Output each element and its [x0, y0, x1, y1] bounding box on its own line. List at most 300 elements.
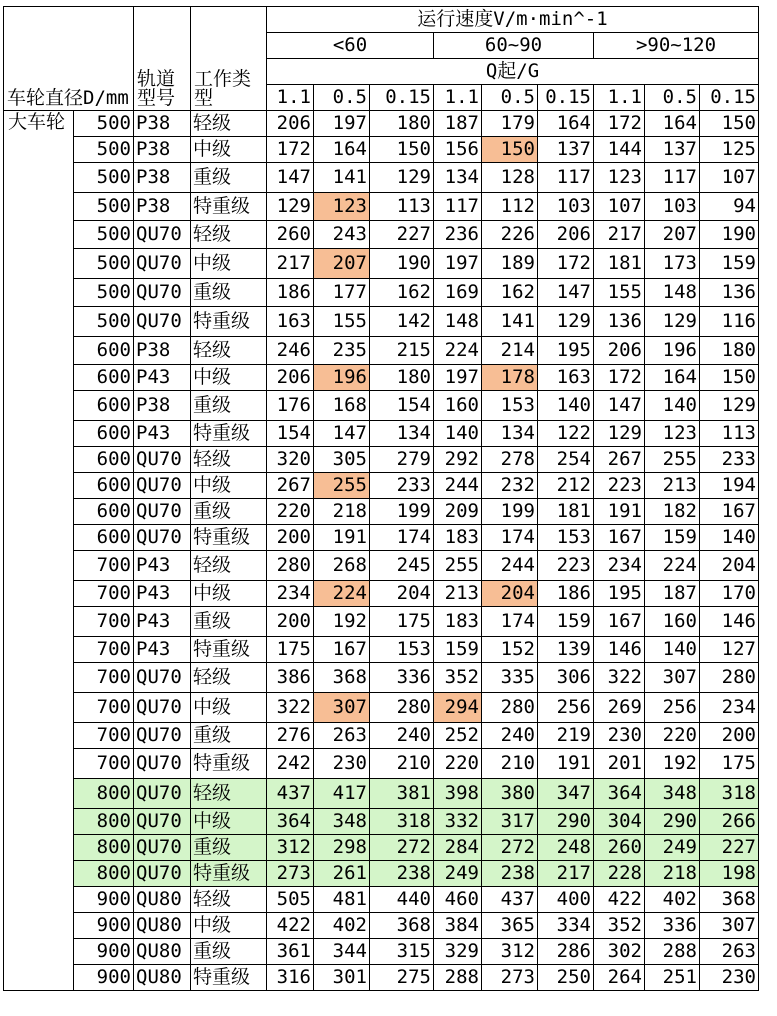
value-cell: 176: [267, 391, 314, 421]
value-cell: 107: [700, 163, 759, 193]
value-cell: 240: [370, 723, 434, 749]
value-cell: 148: [645, 279, 700, 307]
value-cell: 160: [645, 607, 700, 637]
value-cell: 398: [434, 779, 482, 809]
rail-cell: QU70: [134, 499, 191, 525]
value-cell: 142: [370, 307, 434, 337]
value-cell: 175: [700, 749, 759, 779]
value-cell: 164: [645, 111, 700, 137]
value-cell: 280: [700, 663, 759, 693]
value-cell: 164: [538, 111, 594, 137]
table-row: [4, 663, 759, 693]
value-cell: 298: [314, 835, 370, 861]
diameter-cell: 600: [74, 337, 134, 365]
rail-cell: P38: [134, 193, 191, 221]
value-cell: 197: [314, 111, 370, 137]
value-cell: 181: [594, 249, 645, 279]
value-cell: 276: [267, 723, 314, 749]
rail-cell: QU70: [134, 723, 191, 749]
rail-cell: QU70: [134, 809, 191, 835]
rail-cell: QU70: [134, 525, 191, 551]
value-cell: 123: [594, 163, 645, 193]
value-cell: 255: [434, 551, 482, 581]
value-cell: 256: [538, 693, 594, 723]
value-cell: 437: [267, 779, 314, 809]
value-cell: 140: [700, 525, 759, 551]
value-cell: 269: [594, 693, 645, 723]
highlighted-value-cell: 178: [482, 365, 538, 391]
value-cell: 197: [434, 365, 482, 391]
value-cell: 183: [434, 607, 482, 637]
table-row: [4, 279, 759, 307]
table-row: [4, 307, 759, 337]
work-type-cell: 特重级: [191, 307, 267, 337]
value-cell: 127: [700, 637, 759, 663]
table-body: [4, 111, 759, 991]
value-cell: 173: [645, 249, 700, 279]
work-type-cell: 轻级: [191, 337, 267, 365]
highlighted-value-cell: 307: [314, 693, 370, 723]
table-row: [4, 163, 759, 193]
value-cell: 280: [267, 551, 314, 581]
value-cell: 146: [594, 637, 645, 663]
value-cell: 381: [370, 779, 434, 809]
value-cell: 335: [482, 663, 538, 693]
value-cell: 230: [700, 965, 759, 991]
rail-cell: P43: [134, 421, 191, 447]
ratio-header-cell: 0.5: [314, 85, 370, 111]
value-cell: 129: [370, 163, 434, 193]
work-type-cell: 中级: [191, 809, 267, 835]
table-row: [4, 337, 759, 365]
highlighted-value-cell: 150: [482, 137, 538, 163]
value-cell: 147: [267, 163, 314, 193]
table-row: [4, 965, 759, 991]
work-type-cell: 重级: [191, 279, 267, 307]
value-cell: 137: [538, 137, 594, 163]
diameter-cell: 700: [74, 663, 134, 693]
rail-cell: QU80: [134, 965, 191, 991]
value-cell: 170: [700, 581, 759, 607]
value-cell: 117: [538, 163, 594, 193]
rail-cell: P38: [134, 111, 191, 137]
value-cell: 278: [482, 447, 538, 473]
work-type-cell: 重级: [191, 939, 267, 965]
value-cell: 148: [434, 307, 482, 337]
value-cell: 352: [434, 663, 482, 693]
diameter-cell: 800: [74, 835, 134, 861]
value-cell: 304: [594, 809, 645, 835]
ratio-header-cell: 0.15: [538, 85, 594, 111]
table-row: [4, 111, 759, 137]
value-cell: 164: [645, 365, 700, 391]
value-cell: 153: [482, 391, 538, 421]
table-row: [4, 249, 759, 279]
value-cell: 134: [482, 421, 538, 447]
value-cell: 422: [594, 887, 645, 913]
rail-cell: P38: [134, 337, 191, 365]
diameter-cell: 600: [74, 473, 134, 499]
work-type-cell: 特重级: [191, 193, 267, 221]
value-cell: 260: [594, 835, 645, 861]
diameter-cell: 600: [74, 447, 134, 473]
value-cell: 400: [538, 887, 594, 913]
work-type-cell: 轻级: [191, 779, 267, 809]
rail-cell: QU70: [134, 779, 191, 809]
value-cell: 180: [700, 337, 759, 365]
diameter-cell: 900: [74, 887, 134, 913]
diameter-cell: 700: [74, 581, 134, 607]
speed-range-header: >90~120: [594, 33, 759, 59]
value-cell: 107: [594, 193, 645, 221]
value-cell: 348: [645, 779, 700, 809]
diameter-cell: 700: [74, 723, 134, 749]
value-cell: 140: [645, 391, 700, 421]
work-type-cell: 特重级: [191, 421, 267, 447]
work-type-cell: 轻级: [191, 111, 267, 137]
value-cell: 147: [538, 279, 594, 307]
value-cell: 249: [434, 861, 482, 887]
value-cell: 160: [434, 391, 482, 421]
diameter-cell: 800: [74, 809, 134, 835]
value-cell: 266: [700, 809, 759, 835]
rail-cell: QU70: [134, 693, 191, 723]
diameter-cell: 600: [74, 391, 134, 421]
work-type-cell: 重级: [191, 499, 267, 525]
value-cell: 154: [370, 391, 434, 421]
diameter-cell: 700: [74, 693, 134, 723]
work-type-cell: 轻级: [191, 663, 267, 693]
diameter-cell: 700: [74, 551, 134, 581]
work-type-cell: 中级: [191, 913, 267, 939]
value-cell: 290: [538, 809, 594, 835]
table-row: [4, 835, 759, 861]
highlighted-value-cell: 204: [482, 581, 538, 607]
value-cell: 155: [594, 279, 645, 307]
value-cell: 336: [370, 663, 434, 693]
diameter-cell: 500: [74, 193, 134, 221]
value-cell: 139: [538, 637, 594, 663]
rail-cell: P43: [134, 607, 191, 637]
value-cell: 219: [538, 723, 594, 749]
value-cell: 365: [482, 913, 538, 939]
diameter-cell: 700: [74, 637, 134, 663]
highlighted-value-cell: 196: [314, 365, 370, 391]
speed-range-header: <60: [267, 33, 434, 59]
value-cell: 116: [700, 307, 759, 337]
value-cell: 172: [594, 111, 645, 137]
value-cell: 207: [645, 221, 700, 249]
diameter-cell: 500: [74, 163, 134, 193]
highlighted-value-cell: 224: [314, 581, 370, 607]
value-cell: 196: [645, 337, 700, 365]
value-cell: 172: [538, 249, 594, 279]
highlighted-value-cell: 255: [314, 473, 370, 499]
value-cell: 417: [314, 779, 370, 809]
value-cell: 255: [645, 447, 700, 473]
value-cell: 153: [538, 525, 594, 551]
work-type-cell: 轻级: [191, 887, 267, 913]
diameter-header: 车轮直径D/mm: [4, 7, 134, 111]
value-cell: 368: [700, 887, 759, 913]
rail-cell: P43: [134, 365, 191, 391]
value-cell: 167: [594, 525, 645, 551]
value-cell: 152: [482, 637, 538, 663]
value-cell: 141: [482, 307, 538, 337]
diameter-cell: 800: [74, 779, 134, 809]
work-type-cell: 特重级: [191, 749, 267, 779]
diameter-cell: 600: [74, 365, 134, 391]
value-cell: 402: [645, 887, 700, 913]
value-cell: 200: [267, 607, 314, 637]
diameter-cell: 500: [74, 249, 134, 279]
value-cell: 218: [314, 499, 370, 525]
value-cell: 140: [538, 391, 594, 421]
value-cell: 402: [314, 913, 370, 939]
value-cell: 263: [700, 939, 759, 965]
value-cell: 162: [482, 279, 538, 307]
value-cell: 312: [267, 835, 314, 861]
value-cell: 192: [645, 749, 700, 779]
value-cell: 117: [434, 193, 482, 221]
rail-cell: QU70: [134, 835, 191, 861]
ratio-header-cell: 1.1: [267, 85, 314, 111]
ratio-header-cell: 0.15: [700, 85, 759, 111]
value-cell: 141: [314, 163, 370, 193]
value-cell: 288: [645, 939, 700, 965]
value-cell: 144: [594, 137, 645, 163]
value-cell: 213: [645, 473, 700, 499]
value-cell: 167: [700, 499, 759, 525]
value-cell: 103: [645, 193, 700, 221]
value-cell: 159: [434, 637, 482, 663]
work-type-cell: 重级: [191, 835, 267, 861]
ratio-header-cell: 0.5: [482, 85, 538, 111]
value-cell: 233: [370, 473, 434, 499]
value-cell: 215: [370, 337, 434, 365]
value-cell: 273: [482, 965, 538, 991]
value-cell: 199: [482, 499, 538, 525]
value-cell: 302: [594, 939, 645, 965]
work-type-header: 工作类型: [191, 7, 267, 111]
table-row: [4, 473, 759, 499]
q-ratio-header: Q起/G: [267, 59, 759, 85]
value-cell: 134: [434, 163, 482, 193]
value-cell: 318: [700, 779, 759, 809]
value-cell: 204: [700, 551, 759, 581]
table-header: [4, 7, 759, 111]
table-row: [4, 447, 759, 473]
value-cell: 305: [314, 447, 370, 473]
value-cell: 224: [645, 551, 700, 581]
value-cell: 481: [314, 887, 370, 913]
value-cell: 150: [700, 111, 759, 137]
work-type-cell: 中级: [191, 581, 267, 607]
value-cell: 260: [267, 221, 314, 249]
value-cell: 140: [645, 637, 700, 663]
value-cell: 150: [370, 137, 434, 163]
work-type-cell: 中级: [191, 365, 267, 391]
rail-header: 轨道型号: [134, 7, 191, 111]
diameter-cell: 600: [74, 499, 134, 525]
value-cell: 217: [594, 221, 645, 249]
value-cell: 146: [700, 607, 759, 637]
value-cell: 159: [700, 249, 759, 279]
value-cell: 159: [645, 525, 700, 551]
value-cell: 180: [370, 365, 434, 391]
value-cell: 197: [434, 249, 482, 279]
value-cell: 315: [370, 939, 434, 965]
value-cell: 180: [370, 111, 434, 137]
table-row: [4, 637, 759, 663]
rail-cell: QU70: [134, 447, 191, 473]
value-cell: 256: [645, 693, 700, 723]
value-cell: 245: [370, 551, 434, 581]
value-cell: 317: [482, 809, 538, 835]
value-cell: 249: [645, 835, 700, 861]
work-type-cell: 中级: [191, 137, 267, 163]
value-cell: 128: [482, 163, 538, 193]
value-cell: 186: [267, 279, 314, 307]
value-cell: 183: [434, 525, 482, 551]
value-cell: 290: [645, 809, 700, 835]
value-cell: 329: [434, 939, 482, 965]
value-cell: 224: [434, 337, 482, 365]
value-cell: 307: [700, 913, 759, 939]
table-row: [4, 581, 759, 607]
value-cell: 336: [645, 913, 700, 939]
table-row: [4, 607, 759, 637]
value-cell: 243: [314, 221, 370, 249]
value-cell: 200: [700, 723, 759, 749]
rail-cell: P38: [134, 163, 191, 193]
work-type-cell: 特重级: [191, 965, 267, 991]
value-cell: 344: [314, 939, 370, 965]
value-cell: 361: [267, 939, 314, 965]
value-cell: 273: [267, 861, 314, 887]
table-row: [4, 723, 759, 749]
highlighted-value-cell: 294: [434, 693, 482, 723]
rail-cell: QU70: [134, 663, 191, 693]
value-cell: 437: [482, 887, 538, 913]
table-row: [4, 939, 759, 965]
value-cell: 232: [482, 473, 538, 499]
value-cell: 112: [482, 193, 538, 221]
value-cell: 261: [314, 861, 370, 887]
value-cell: 147: [594, 391, 645, 421]
value-cell: 316: [267, 965, 314, 991]
value-cell: 175: [370, 607, 434, 637]
value-cell: 352: [594, 913, 645, 939]
value-cell: 286: [538, 939, 594, 965]
value-cell: 332: [434, 809, 482, 835]
value-cell: 230: [314, 749, 370, 779]
value-cell: 129: [267, 193, 314, 221]
value-cell: 246: [267, 337, 314, 365]
value-cell: 156: [434, 137, 482, 163]
value-cell: 159: [538, 607, 594, 637]
rail-cell: P38: [134, 391, 191, 421]
work-type-cell: 特重级: [191, 637, 267, 663]
value-cell: 175: [267, 637, 314, 663]
value-cell: 292: [434, 447, 482, 473]
value-cell: 322: [267, 693, 314, 723]
value-cell: 220: [645, 723, 700, 749]
value-cell: 244: [482, 551, 538, 581]
table-row: [4, 499, 759, 525]
value-cell: 174: [370, 525, 434, 551]
diameter-cell: 500: [74, 307, 134, 337]
value-cell: 227: [370, 221, 434, 249]
rail-cell: QU80: [134, 913, 191, 939]
value-cell: 162: [370, 279, 434, 307]
table-row: [4, 193, 759, 221]
diameter-cell: 800: [74, 861, 134, 887]
value-cell: 267: [267, 473, 314, 499]
value-cell: 192: [314, 607, 370, 637]
value-cell: 167: [314, 637, 370, 663]
speed-header: 运行速度V/m·min^-1: [267, 7, 759, 33]
highlighted-value-cell: 123: [314, 193, 370, 221]
value-cell: 172: [267, 137, 314, 163]
work-type-cell: 轻级: [191, 221, 267, 249]
value-cell: 181: [538, 499, 594, 525]
value-cell: 103: [538, 193, 594, 221]
work-type-cell: 重级: [191, 163, 267, 193]
value-cell: 284: [434, 835, 482, 861]
value-cell: 254: [538, 447, 594, 473]
wheel-load-table: [3, 6, 759, 991]
table-row: [4, 861, 759, 887]
value-cell: 177: [314, 279, 370, 307]
work-type-cell: 轻级: [191, 551, 267, 581]
value-cell: 174: [482, 525, 538, 551]
value-cell: 320: [267, 447, 314, 473]
value-cell: 129: [645, 307, 700, 337]
value-cell: 113: [700, 421, 759, 447]
value-cell: 129: [594, 421, 645, 447]
table-row: [4, 749, 759, 779]
rail-cell: QU80: [134, 887, 191, 913]
rail-cell: QU70: [134, 307, 191, 337]
speed-range-header: 60~90: [434, 33, 594, 59]
table-row: [4, 525, 759, 551]
value-cell: 214: [482, 337, 538, 365]
value-cell: 210: [482, 749, 538, 779]
value-cell: 123: [645, 421, 700, 447]
rail-cell: P43: [134, 637, 191, 663]
value-cell: 226: [482, 221, 538, 249]
value-cell: 167: [594, 607, 645, 637]
value-cell: 251: [645, 965, 700, 991]
value-cell: 233: [700, 447, 759, 473]
value-cell: 134: [370, 421, 434, 447]
value-cell: 275: [370, 965, 434, 991]
value-cell: 301: [314, 965, 370, 991]
value-cell: 168: [314, 391, 370, 421]
diameter-cell: 500: [74, 221, 134, 249]
value-cell: 169: [434, 279, 482, 307]
value-cell: 234: [267, 581, 314, 607]
value-cell: 422: [267, 913, 314, 939]
value-cell: 223: [538, 551, 594, 581]
value-cell: 164: [314, 137, 370, 163]
work-type-cell: 重级: [191, 723, 267, 749]
value-cell: 267: [594, 447, 645, 473]
rail-cell: QU70: [134, 279, 191, 307]
value-cell: 217: [538, 861, 594, 887]
value-cell: 307: [645, 663, 700, 693]
